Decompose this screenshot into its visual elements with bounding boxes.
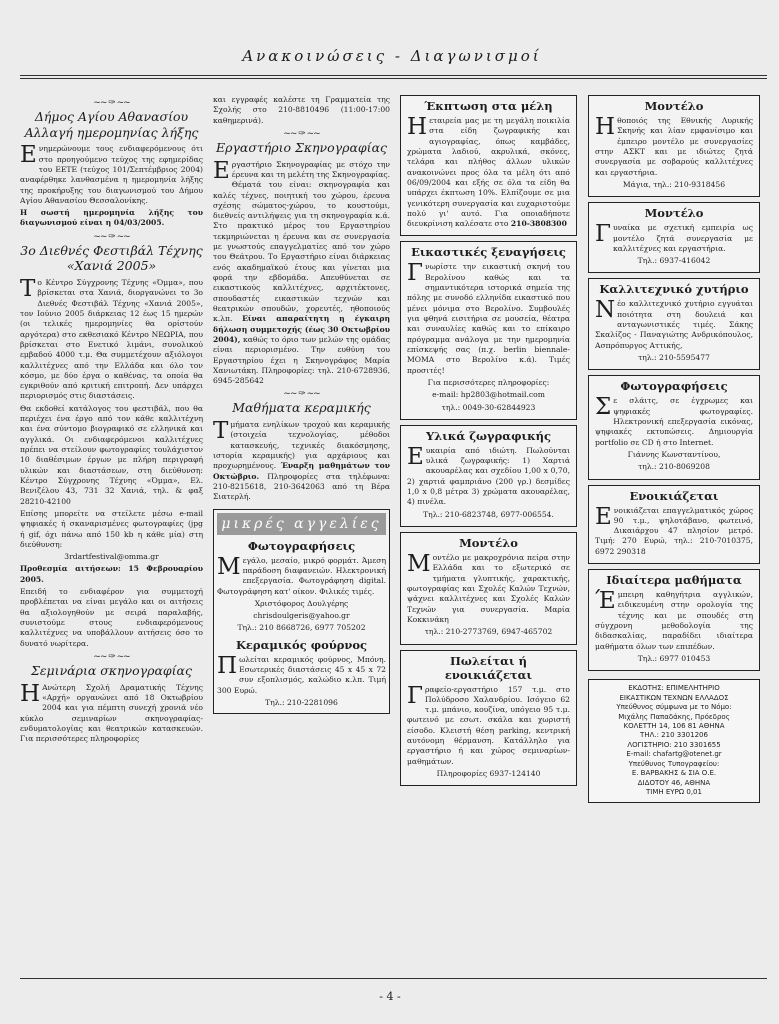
ad-title: Ιδιαίτερα μαθήματα [606,573,742,588]
footer-rule [20,978,767,979]
section-title: Σεμινάρια σκηνογραφίας [31,662,192,678]
ornament [213,129,390,139]
ad-box [588,569,760,671]
ad-name: Χριστόφορος Δουλγέρης [254,598,349,608]
ad-name: Γιάννης Κωνσταντίνου, [627,449,721,459]
ad-info: Για περισσότερες πληροφορίες: [427,377,550,387]
ad-title: Μοντέλο [644,99,704,113]
ad-tel: Μάγια, τηλ.: 210-9318456 [622,179,726,189]
ad-email: e-mail: hp2803@hotmail.com [432,390,545,400]
section-body: Τμήματα ενηλίκων τροχού και κεραμικής (στοιχεία τεχνολογίας, μέθοδοι κατασκευής, τεχνικές διακόσμησης, ιστορία κεραμικής) για αρχάριους και προχωρημένους. Έναρξη μαθημάτων τον Οκτώβριο. Πληροφορίες στα τηλέφωνα: 210-8215618, 210-3642063 από τη Βέρα Σιατερλή. [213,418,390,502]
ad-box [588,95,760,197]
section-body: ΗΑνώτερη Σχολή Δραματικής Τέχνης «Αρχή» οργανώνει από 18 Οκτωβρίου 2004 και για πέμπτη συνεχή χρονιά νέο κύκλο σεμιναρίων σκηνογραφίας-ενδυματολογίας και θεατρικών κατασκευών. Για περισσότερες πληροφορίες [20,680,203,744]
ad-box [588,202,760,273]
ad-title: Υλικά ζωγραφικής [425,428,552,443]
ad-tel: Τηλ.: 210 8668726, 6977 705202 [237,623,366,633]
section-bold: Η σωστή ημερομηνία λήξης του διαγωνισμού είναι η 04/03/2005. [20,208,203,228]
ad-body: Μεγάλο, μεσαίο, μικρό φορμάτ. Άμεση παράδοση διαφανειών. Ηλεκτρονική επεξεργασία. Φωτογράφηση digital. Φωτογράφηση κατ' οίκον. Φιλικές τιμές. [217,553,386,596]
ad-tel: τηλ.: 210-8069208 [638,462,710,472]
section-body: Το Κέντρο Σύγχρονης Τέχνης «Όμμα», που βρίσκεται στα Χανιά, διοργανώνει το 3ο Διεθνές Φεστιβάλ Τέχνης «Χανιά 2005», τον Ιούνιο 2005 διάρκειας 12 έως 15 ημερών (οι τελικές ημερομηνίες θα ορίστούν αργότερα) στο εκθεσιακό Κέντρο ΝΕΩΡΙΑ, που βρίσκεται στο Ενετικό λιμάνι, συνολικού εμβαδού 4000 τ.μ. Θα συμμετέχουν αξιόλογοι καλλιτέχνες από την Ελλάδα και όλο τον κόσμο, με δύο έργα ο καθένας, τα οποία θα εγκριθούν από κριτική επιτροπή. Δεν υπάρχει περιορισμός στις διαστάσεις. [20,276,203,401]
ad-body: Πωλείται κεραμικός φούρνος, Μπόνη. Εσωτερικές διαστάσεις 45 x 45 x 72 συν εξοπλισμός, καλώδιο κ.λπ. Τιμή 300 Ευρώ. [217,652,386,695]
ad-body: Ηεταιρεία μας με τη μεγάλη ποικιλία στα είδη ζωγραφικής και αγιογραφίας, όπως καμβάδες, χρώματα λαδιού, ακρυλικά, σκόνες, τελάρα και πλήθος άλλων υλικών ανακοινώνει προς όλα τα μέλη ότι από 06/09/2004 και εξής σε όλα τα είδη θα υπάρχει έκπτωση 10%. Ελπίζουμε σε μια γενικότερη συνεργασία και ευχαριστούμε πολύ γι' αυτό. Για οποιαδήποτε διευκρίνιση καλέσατε στο 210-3808300 [407,114,570,229]
publisher-box: ΕΚΔΟΤΗΣ: ΕΠΙΜΕΛΗΤΗΡΙΟ ΕΙΚΑΣΤΙΚΩΝ ΤΕΧΝΩΝ ΕΛΛΑΔΟΣ Υπεύθυνος σύμφωνα με το Νόμο: Μιχάλης Παπαδάκης, Πρόεδρος ΚΟΛΕΤΤΗ 14, 106 81 ΑΘΗΝΑ ΤΗΛ.: 210 3301206 ΛΟΓΙΣΤΗΡΙΟ: 210 3301655 E-mail: chafartg@otenet.gr Υπεύθυνος Τυπογραφείου: Ε. ΒΑΡΒΑΚΗΣ & ΣΙΑ Ο.Ε. ΔΙΔΟΤΟΥ 46, ΑΘΗΝΑ ΤΙΜΗ ΕΥΡΩ 0,01 [588,679,760,802]
section-body: Θα εκδοθεί κατάλογος του φεστιβάλ, που θα περιέχει ένα έργο από τον κάθε καλλιτέχνη και ένα σύντομο βιογραφικό σε ελληνικά και αγγλικά. Οι ενδιαφερόμενοι καλλιτέχνες πρέπει να στείλουν φωτογραφίες τουλάχιστον 10 διαθέσιμων έργων με πλήρη περιγραφή υλικών και διαστάσεων, στη διεύθυνση: Κέντρο Σύγχρονης Τέχνης «Όμμα», Ελ. Βενιζέλου 43, 731 32 Χανιά, τηλ. & φαξ 28210-42100 [20,403,203,506]
ad-body: Νέο καλλιτεχνικό χυτήριο εγγυάται ποιότητα στη δουλειά και ανταγωνιστικές τιμές. Σάκης Σκαλίζος - Παναγιώτης Ανδρικόπουλος, Ασπρόπυργος Αττικής, [595,297,753,350]
ad-body: Μοντέλο με μακροχρόνια πείρα στην Ελλάδα και το εξωτερικό σε τμήματα γλυπτικής, χαρακτικής, φωτογραφίας και Σχολές Καλών Τεχνών, ψάχνει καλλιτέχνες και Σχολές Καλών Τεχνών για συνεργασία. Μαρία Κοκκινάκη [407,551,570,624]
header-rule-2 [20,78,767,79]
ad-box [588,485,760,565]
section-body: Ενημερώνουμε τους ενδιαφερόμενους ότι στο προηγούμενο τεύχος της εφημερίδας του ΕΕΤΕ (τεύχος 101/Σεπτέμβριος 2004) αναφέρθηκε λανθασμένα η ημερομηνία λήξης της προκήρυξης του διαγωνισμού του Δήμου Αγίου Αθανασίου Θεσσαλονίκης. [20,142,203,205]
ad-title: Φωτογραφήσεις [620,379,728,394]
section-title: Μαθήματα κεραμικής [232,400,371,416]
ad-tel: τηλ.: 0049-30-62844923 [441,402,536,412]
header-rule [20,75,767,76]
ad-body: Ηθοποιός της Εθνικής Λυρικής Σκηνής και λίαν εμφανίσιμο και έμπειρο μοντέλο με συνεργασίες στην ΑΣΚΤ και με ιδιώτες ζητά συνεργασία με σοβαρούς καλλιτέχνες και εργαστήρια. [595,114,753,177]
ad-body: Γραφείο-εργαστήριο 157 τ.μ. στο Πολύδροσο Χαλανδρίου. Ισόγειο 62 τ.μ. μπάνιο, κουζίνα, υπόγειο 95 τ.μ. φωτεινό με εσωτ. σκάλα και χωριστή είσοδο. Κλειστή θέση parking, κεντρική αυτόνομη θέρμανση. Κατάλληλο για εργαστήριο ή και χώρος σεμιναρίων-μαθημάτων. [407,682,570,766]
deadline: Προθεσμία αιτήσεων: 15 Φεβρουαρίου 2005. [20,564,203,584]
section-title: Δήμος Αγίου Αθανασίου Αλλαγή ημερομηνίας λήξης [24,109,199,140]
page-number: - 4 - [379,990,401,1003]
ad-body: Σε σλάιτς, σε έγχρωμες και ψηφιακές φωτογραφίες. Ηλεκτρονική επεξεργασία εικόνας, ψηφιακές εκτυπώσεις. Δημιουργία portfolio σε CD ή στο Internet. [595,394,753,447]
section-title: 3ο Διεθνές Φεστιβάλ Τέχνης «Χανιά 2005» [20,242,203,274]
ad-box [400,241,577,419]
ad-body: Ευκαιρία από ιδιώτη. Πωλούνται υλικά ζωγραφικής: 1) Χαρτιά ακουαρέλας και σχεδίου 1,00 x 0,70, 2) χαρτιά φαμπριάνο (200 γρ.) δεσμίδες 1,0 x 0,8 μέτρα 3) χρώματα ακουαρέλας, 4) πινέλα. [407,443,570,507]
column-4 [588,95,760,975]
ad-title: Μοντέλο [644,206,704,221]
column-1 [20,95,203,975]
section-body: και εγγραφές καλέστε τη Γραμματεία της Σχολής στο 210-8810496 (11:00-17:00 καθημερινά). [213,95,390,125]
classifieds-box [213,509,390,715]
ad-box [588,278,760,370]
ornament [20,232,203,242]
email: 3rdartfestival@omma.gr [64,552,159,562]
ad-title: Κεραμικός φούρνος [235,637,368,652]
ad-box [400,425,577,527]
ad-box [400,532,577,645]
ornament [213,389,390,399]
ad-title: Ενοικιάζεται [629,488,719,503]
ad-tel: Τηλ.: 210-2281096 [265,698,338,707]
ad-tel: Τηλ.: 210-6823748, 6977-006554. [423,509,554,519]
ad-body: Γυναίκα με σχετική εμπειρία ως μοντέλο ζητά συνεργασία με καλλιτέχνες και εργαστήρια. [595,221,753,253]
ad-body: Γνωρίστε την εικαστική σκηνή του Βερολίνου καθώς και τα σημαντικότερα ιστορικά σημεία της πόλης με συνοδό ελληνίδα εικαστικό που μένει μόνιμα στο Βερολίνο. Συμβουλές για φθηνά εισιτήρια σε μουσεία, θέατρα και συναυλίες καθώς και το επίκαιρο πρόγραμμα ανάλογα με την ημερομηνία επίσκεψής σας (π.χ. berlin biennale-MOMA στο Βερολίνο κ.ά). Τιμές προσιτές! [407,260,570,375]
ornament [20,98,203,108]
ornament [20,652,203,662]
ad-title: Έκπτωση στα μέλη [424,99,553,113]
ad-tel: Πληροφορίες 6937-124140 [436,769,541,778]
ad-title: Φωτογραφήσεις [247,538,356,553]
section-body: Εργαστήριο Σκηνογραφίας με στόχο την έρευνα και τη μελέτη της Σκηνογραφίας. Θέματά του είναι: σκηνογραφία και καλές τέχνες, ποιητική του χώρου, έρευνα σχέσης σώματος-χώρου, το κουστούμι, διεθνείς αντιλήψεις για τη σκηνογραφία κ.ά. Στο πρακτικό μέρος του Εργαστηρίου τεκμηριώνεται η έρευνα και σε συνεργασία με γνωστούς επαγγελματίες από τον χώρο του Θεάτρου. Το Εργαστήριο είναι διάρκειας ενός ακαδημαϊκού έτους και γίνεται μια φορά την εβδομάδα. Απευθύνεται σε εικαστικούς καλλιτέχνες, αρχιτέκτονες, σπουδαστές εικαστικών τεχνών και θεατρικών σπουδών, χορευτές, ηθοποιούς κ.λπ. Είναι απαραίτητη η έγκαιρη δήλωση συμμετοχής (έως 30 Οκτωβρίου 2004), καθώς το όριο των μελών της ομάδας είναι περιορισμένο. Την ευθύνη του Εργαστηρίου έχει η Σκηνογράφος Μαρία Χανιωτάκη. Πληροφορίες: τηλ. 210-6728936, 6945-285642 [213,157,390,386]
ad-body: Έμπειρη καθηγήτρια αγγλικών, ειδικευμένη στην ορολογία της τέχνης και με σπουδές στη σύγχρονη μεθοδολογία της διδασκαλίας, παραδίδει ιδιαίτερα μαθήματα όλων των επιπέδων. [595,588,753,651]
classifieds-title: μικρές αγγελίες [217,513,386,535]
section-body: Επίσης μπορείτε να στείλετε μέσω e-mail ψηφιακές ή σκαναρισμένες φωτογραφίες (jpg ή gif, όχι πάνω από 150 kb η κάθε μία) στη διεύθυνση: [20,508,203,549]
ad-box [588,375,760,479]
ad-box [400,650,577,787]
section-title: Εργαστήριο Σκηνογραφίας [215,139,388,155]
section-body: Επειδή το ενδιαφέρον για συμμετοχή προβλέπεται να είναι μεγάλο και οι αιτήσεις θα αξιολογηθούν με σειρά παραλαβής, συνιστούμε στους ενδιαφερόμενους καλλιτέχνες να υποβάλλουν αιτήσεις όσο το δυνατό νωρίτερα. [20,587,203,648]
ad-tel: Τηλ.: 6977 010453 [637,653,711,663]
ad-tel: τηλ.: 210-5595477 [638,353,710,362]
column-3 [400,95,577,975]
ad-email: chrisdoulgeris@yahoo.gr [253,611,350,621]
ad-title: Πωλείται ή ενοικιάζεται [444,653,533,682]
ad-tel: τηλ.: 210-2773769, 6947-465702 [424,627,553,637]
ad-title: Μοντέλο [459,536,518,550]
ad-body: Ενοικιάζεται επαγγελματικός χώρος 90 τ.μ., ψηλοτάβανο, φωτεινό, Δικαιάρχου 47 πλησίον μετρό. Τιμή: 270 Ευρώ, τηλ.: 210-7010375, 6972 290318 [595,503,753,556]
ad-box [400,95,577,236]
ad-tel: Τηλ.: 6937-416042 [637,256,711,266]
ad-title: Καλλιτεχνικό χυτήριο [599,282,749,297]
ad-title: Εικαστικές ξεναγήσεις [411,245,566,260]
page-header: Ανακοινώσεις - Διαγωνισμοί [242,47,542,65]
column-2 [213,95,390,975]
